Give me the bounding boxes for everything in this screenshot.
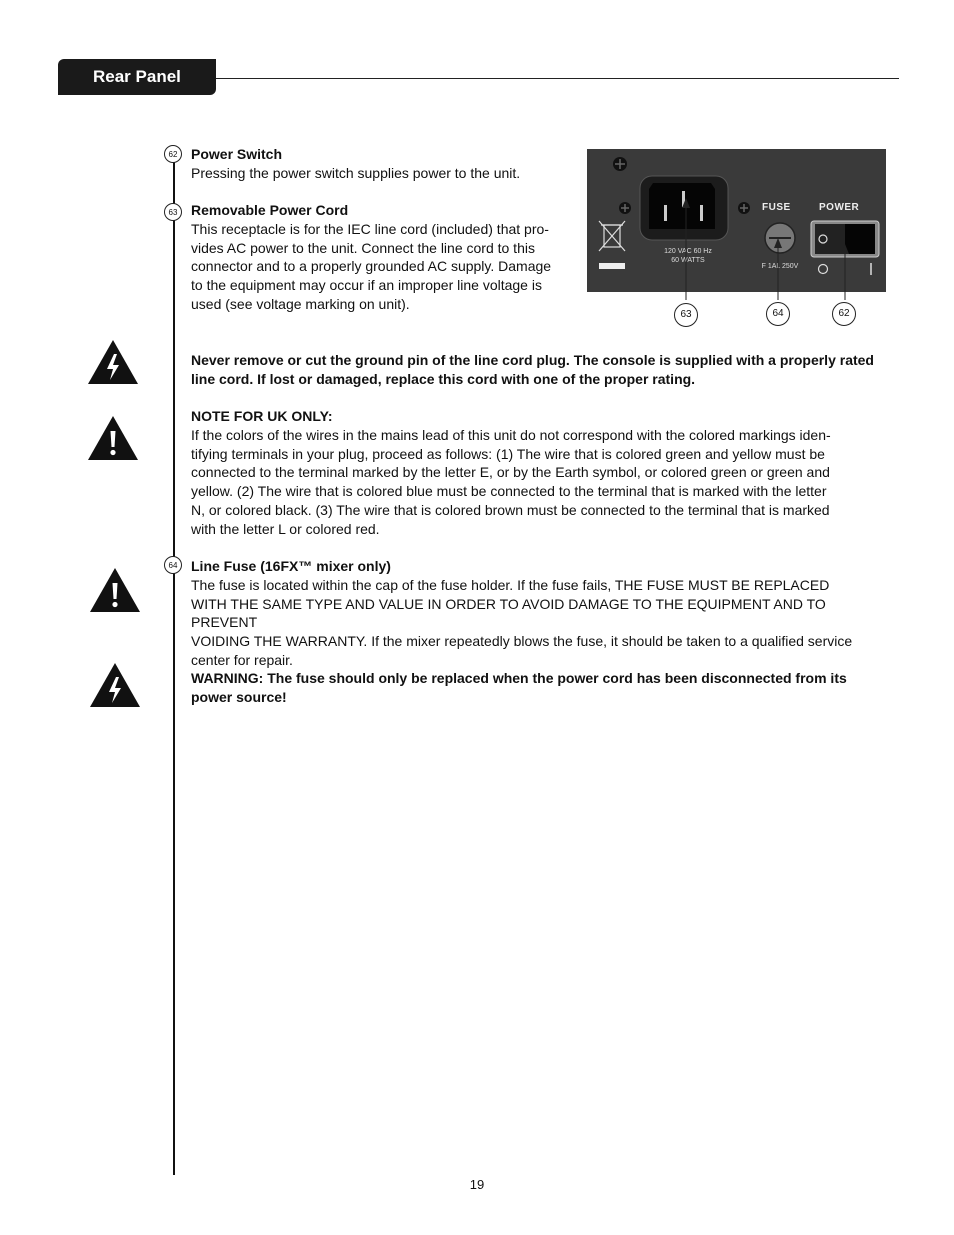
- item-body: Pressing the power switch supplies power to the unit.: [191, 164, 521, 181]
- uk-note-line: N, or colored black. (3) The wire that is colored brown must be connected to the terminal that is marked: [191, 501, 830, 518]
- fuse-label: FUSE: [762, 202, 791, 213]
- fuse-replacement-warning: [191, 669, 891, 707]
- wattage-line: 60 WATTS: [671, 257, 705, 264]
- section-title: Rear Panel: [93, 67, 181, 86]
- uk-note-line: connected to the terminal marked by the letter E, or by the Earth symbol, or colored green or green and: [191, 464, 830, 481]
- body-line: vides AC power to the unit. Connect the line cord to this: [191, 239, 535, 256]
- callout-62: 62: [164, 145, 182, 163]
- item-title: Line Fuse (16FX™ mixer only): [191, 558, 391, 574]
- uk-note-line: yellow. (2) The wire that is colored blue must be connected to the terminal that is marked with the letter: [191, 483, 827, 500]
- header-rule: [216, 78, 899, 79]
- body-line: connector and to a properly grounded AC supply. Damage: [191, 258, 552, 275]
- uk-note: [191, 407, 891, 539]
- callout-64: 64: [164, 556, 182, 574]
- fuse-line: The fuse is located within the cap of the fuse holder. If the fuse fails, THE FUSE MUST BE REPLACED: [191, 576, 830, 593]
- page-number: 19: [469, 1177, 485, 1192]
- warning-line: power source!: [191, 688, 287, 705]
- body-line: to the equipment may occur if an improper line voltage is: [191, 277, 542, 294]
- figure-leader-lines: [587, 192, 886, 302]
- screw-icon: [611, 155, 629, 173]
- left-margin-rule: [173, 150, 175, 1175]
- warning-line: Never remove or cut the ground pin of the line cord plug. The console is supplied with a properly rated: [191, 352, 874, 368]
- uk-note-title: NOTE FOR UK ONLY:: [191, 408, 333, 424]
- fuse-line: center for repair.: [191, 651, 293, 668]
- fuse-line: WITH THE SAME TYPE AND VALUE IN ORDER TO AVOID DAMAGE TO THE EQUIPMENT AND TO PREVENT: [191, 595, 826, 631]
- item-title: Power Switch: [191, 146, 283, 162]
- warning-line: WARNING: The fuse should only be replaced when the power cord has been disconnected from its: [191, 670, 847, 686]
- exclamation-warning-icon: [86, 414, 140, 462]
- body-line: This receptacle is for the IEC line cord (included) that pro-: [191, 220, 549, 237]
- item-power-switch: [191, 145, 581, 183]
- figure-callout-63: 63: [674, 303, 698, 327]
- item-power-cord: [191, 201, 581, 314]
- item-line-fuse: [191, 557, 891, 670]
- uk-note-line: tifying terminals in your plug, proceed as follows: (1) The wire that is colored green and yellow must be: [191, 445, 825, 462]
- ground-pin-warning: [191, 351, 891, 389]
- power-label: POWER: [819, 202, 860, 213]
- lightning-warning-icon: [86, 338, 140, 386]
- lightning-warning-icon: [88, 661, 142, 709]
- section-tab: [58, 59, 216, 95]
- figure-callout-62: 62: [832, 302, 856, 326]
- body-line: used (see voltage marking on unit).: [191, 295, 410, 312]
- item-title: Removable Power Cord: [191, 202, 349, 218]
- fuse-line: VOIDING THE WARRANTY. If the mixer repeatedly blows the fuse, it should be taken to a qualified service: [191, 633, 853, 650]
- uk-note-line: If the colors of the wires in the mains lead of this unit do not correspond with the colored markings iden-: [191, 426, 831, 443]
- callout-63: 63: [164, 203, 182, 221]
- voltage-line: 120 VAC 60 Hz: [664, 248, 712, 255]
- exclamation-warning-icon: [88, 566, 142, 614]
- uk-note-line: with the letter L or colored red.: [191, 520, 380, 537]
- warning-line: line cord. If lost or damaged, replace this cord with one of the proper rating.: [191, 370, 696, 387]
- fuse-rating: F 1AL 250V: [761, 263, 799, 270]
- figure-callout-64: 64: [766, 302, 790, 326]
